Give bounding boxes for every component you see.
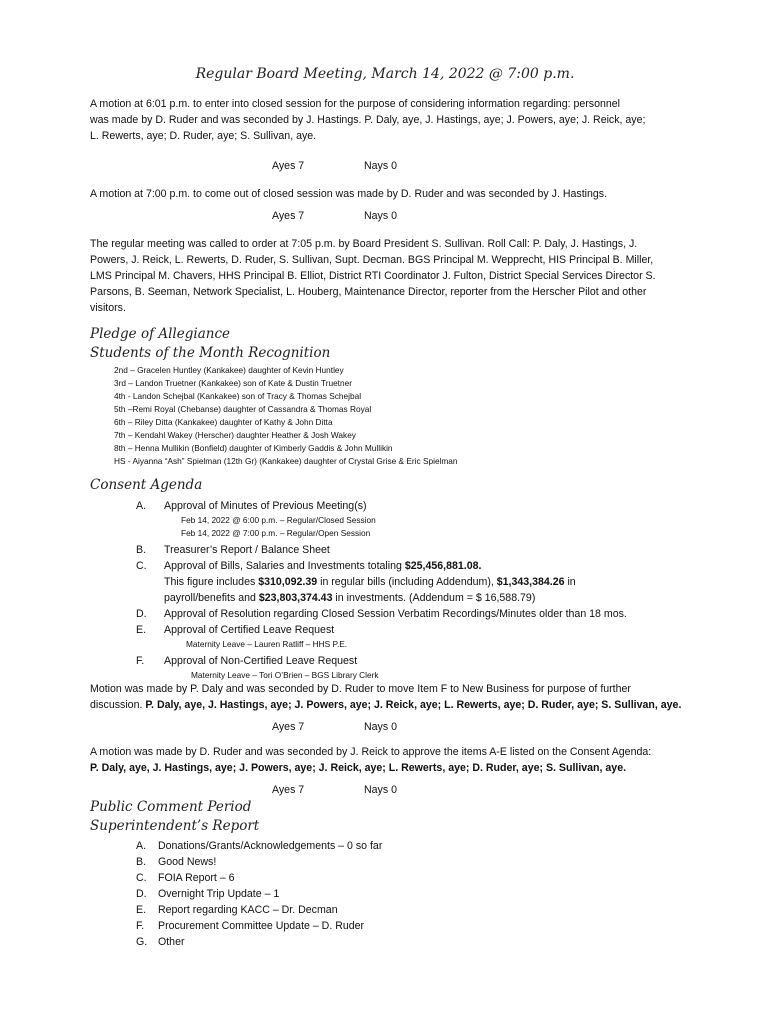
- roll-call-line: visitors.: [90, 302, 126, 314]
- vote-tally: [272, 784, 572, 796]
- motion-line: Motion was made by P. Daly and was seconded by D. Ruder to move Item F to New Business for purpose of further: [90, 683, 631, 695]
- item-label: E.: [136, 624, 147, 636]
- item-text-part: in investments. (Addendum = $ 16,588.79): [332, 592, 536, 604]
- list-item: [136, 886, 382, 902]
- roll-call-line: Parsons, B. Seeman, Network Specialist, L. Houberg, Maintenance Director, reporter from the Herscher Pilot and other: [90, 286, 647, 298]
- list-item: 7th – Kendahl Wakey (Herscher) daughter Heather & Josh Wakey: [114, 430, 356, 440]
- item-text-part: Approval of Bills, Salaries and Investments totaling: [164, 560, 405, 572]
- list-item: 5th –Remi Royal (Chebanse) daughter of Cassandra & Thomas Royal: [114, 404, 372, 414]
- minutes-sub-item: Feb 14, 2022 @ 7:00 p.m. – Regular/Open Session: [181, 528, 371, 538]
- consent-item-c: [136, 558, 696, 606]
- consent-item-d: [136, 606, 696, 622]
- consent-approval-motion: [90, 744, 688, 776]
- item-text: Procurement Committee Update – D. Ruder: [158, 920, 365, 932]
- roll-call-line: Powers, J. Reick, L. Rewerts, D. Ruder, S. Sullivan, Supt. Decman. BGS Principal M. Wepprecht, HIS Principal B. Miller,: [90, 254, 654, 266]
- move-item-motion: [90, 681, 688, 713]
- list-item: 4th - Landon Schejbal (Kankakee) son of Tracy & Thomas Schejbal: [114, 391, 362, 401]
- item-label: D.: [136, 888, 147, 900]
- students-list: [114, 364, 458, 468]
- ayes-count: Ayes 7: [272, 210, 305, 222]
- open-session-motion: A motion at 7:00 p.m. to come out of closed session was made by D. Ruder and was seconded by J. Hastings.: [90, 188, 608, 200]
- consent-item-b: [136, 542, 696, 558]
- vote-tally: [272, 160, 572, 172]
- motion-line: L. Rewerts, aye; D. Ruder, aye; S. Sullivan, aye.: [90, 130, 317, 142]
- minutes-sub-item: Feb 14, 2022 @ 6:00 p.m. – Regular/Closed Session: [181, 515, 376, 525]
- motion-line: [90, 697, 688, 713]
- leave-sub-item: Maternity Leave – Tori O’Brien – BGS Library Clerk: [191, 670, 379, 680]
- list-item: 8th – Henna Mullikin (Bonfield) daughter of Kimberly Gaddis & John Mullikin: [114, 443, 393, 453]
- item-label: B.: [136, 544, 147, 556]
- list-item: [136, 918, 382, 934]
- closed-session-motion: [90, 96, 688, 144]
- item-label: B.: [136, 856, 147, 868]
- motion-line: A motion at 6:01 p.m. to enter into closed session for the purpose of considering information regarding: personnel: [90, 98, 620, 110]
- consent-agenda-list: [136, 498, 696, 682]
- consent-item-f: [136, 653, 696, 682]
- item-text: Approval of Minutes of Previous Meeting(s): [164, 500, 367, 512]
- item-label: C.: [136, 872, 147, 884]
- nays-count: Nays 0: [364, 721, 397, 733]
- item-text: [164, 590, 696, 606]
- pledge-heading: Pledge of Allegiance: [90, 326, 230, 342]
- page-title: Regular Board Meeting, March 14, 2022 @ 7:00 p.m.: [195, 66, 575, 82]
- superintendent-report-list: [136, 838, 382, 950]
- students-heading: Students of the Month Recognition: [90, 345, 331, 361]
- motion-line-part: discussion.: [90, 699, 146, 711]
- motion-line: [90, 760, 688, 776]
- roll-call-line: LMS Principal M. Chavers, HHS Principal B. Elliot, District RTI Coordinator J. Fulton, District Special Services Director S.: [90, 270, 656, 282]
- vote-tally: [272, 721, 572, 733]
- list-item: [136, 870, 382, 886]
- item-label: A.: [136, 840, 147, 852]
- investments-amount: $23,803,374.43: [258, 592, 333, 604]
- item-text: Report regarding KACC – Dr. Decman: [158, 904, 338, 916]
- ayes-count: Ayes 7: [272, 784, 305, 796]
- list-item: [136, 902, 382, 918]
- list-item: [136, 838, 382, 854]
- roll-call-line: The regular meeting was called to order at 7:05 p.m. by Board President S. Sullivan. Roll Call: P. Daly, J. Hastings, J.: [90, 238, 638, 250]
- nays-count: Nays 0: [364, 784, 397, 796]
- item-text: Other: [158, 936, 185, 948]
- item-text: [164, 574, 696, 590]
- motion-line: A motion was made by D. Ruder and was seconded by J. Reick to approve the items A-E listed on the Consent Agenda:: [90, 746, 652, 758]
- item-text: Approval of Resolution regarding Closed Session Verbatim Recordings/Minutes older than 18 mos.: [164, 608, 627, 620]
- item-label: E.: [136, 904, 147, 916]
- list-item: HS - Aiyanna “Ash” Spielman (12th Gr) (Kankakee) daughter of Crystal Grise & Eric Spielman: [114, 456, 458, 466]
- item-text: Treasurer’s Report / Balance Sheet: [164, 544, 330, 556]
- item-label: G.: [136, 936, 148, 948]
- nays-count: Nays 0: [364, 210, 397, 222]
- bills-total: $25,456,881.08.: [404, 560, 482, 572]
- item-label: C.: [136, 560, 147, 572]
- item-text: Good News!: [158, 856, 217, 868]
- roll-call-votes: P. Daly, aye, J. Hastings, aye; J. Powers, aye; J. Reick, aye; L. Rewerts, aye; D. Ruder, aye; S. Sullivan, aye.: [90, 762, 627, 774]
- list-item: 2nd – Gracelen Huntley (Kankakee) daughter of Kevin Huntley: [114, 365, 344, 375]
- item-label: A.: [136, 500, 147, 512]
- list-item: [136, 854, 382, 870]
- consent-item-a: [136, 498, 696, 540]
- item-text-part: in: [564, 576, 576, 588]
- item-label: F.: [136, 655, 145, 667]
- list-item: 6th – Riley Ditta (Kankakee) daughter of Kathy & John Ditta: [114, 417, 333, 427]
- regular-bills-amount: $310,092.39: [258, 576, 318, 588]
- item-text: Approval of Non-Certified Leave Request: [164, 655, 358, 667]
- list-item: 3rd – Landon Truetner (Kankakee) son of Kate & Dustin Truetner: [114, 378, 352, 388]
- item-text-part: payroll/benefits and: [164, 592, 259, 604]
- motion-line: was made by D. Ruder and was seconded by J. Hastings. P. Daly, aye, J. Hastings, aye; J. Powers, aye; J. Reick, aye;: [90, 114, 646, 126]
- item-text: FOIA Report – 6: [158, 872, 235, 884]
- item-text-part: This figure includes: [164, 576, 259, 588]
- roll-call-paragraph: [90, 236, 688, 316]
- superintendent-heading: Superintendent’s Report: [90, 818, 260, 834]
- nays-count: Nays 0: [364, 160, 397, 172]
- item-text-part: in regular bills (including Addendum),: [317, 576, 497, 588]
- payroll-amount: $1,343,384.26: [496, 576, 565, 588]
- consent-heading: Consent Agenda: [90, 477, 203, 493]
- item-text: Approval of Certified Leave Request: [164, 624, 335, 636]
- roll-call-votes: P. Daly, aye, J. Hastings, aye; J. Powers, aye; J. Reick, aye; L. Rewerts, aye; D. Ruder, aye; S. Sullivan, aye.: [145, 699, 682, 711]
- ayes-count: Ayes 7: [272, 160, 305, 172]
- ayes-count: Ayes 7: [272, 721, 305, 733]
- consent-item-e: [136, 622, 696, 651]
- item-text: Donations/Grants/Acknowledgements – 0 so far: [158, 840, 383, 852]
- item-label: D.: [136, 608, 147, 620]
- leave-sub-item: Maternity Leave – Lauren Ratliff – HHS P.E.: [186, 639, 348, 649]
- item-label: F.: [136, 920, 145, 932]
- vote-tally: [272, 210, 572, 222]
- item-text: [164, 558, 696, 574]
- item-text: Overnight Trip Update – 1: [158, 888, 280, 900]
- list-item: [136, 934, 382, 950]
- public-comment-heading: Public Comment Period: [90, 799, 252, 815]
